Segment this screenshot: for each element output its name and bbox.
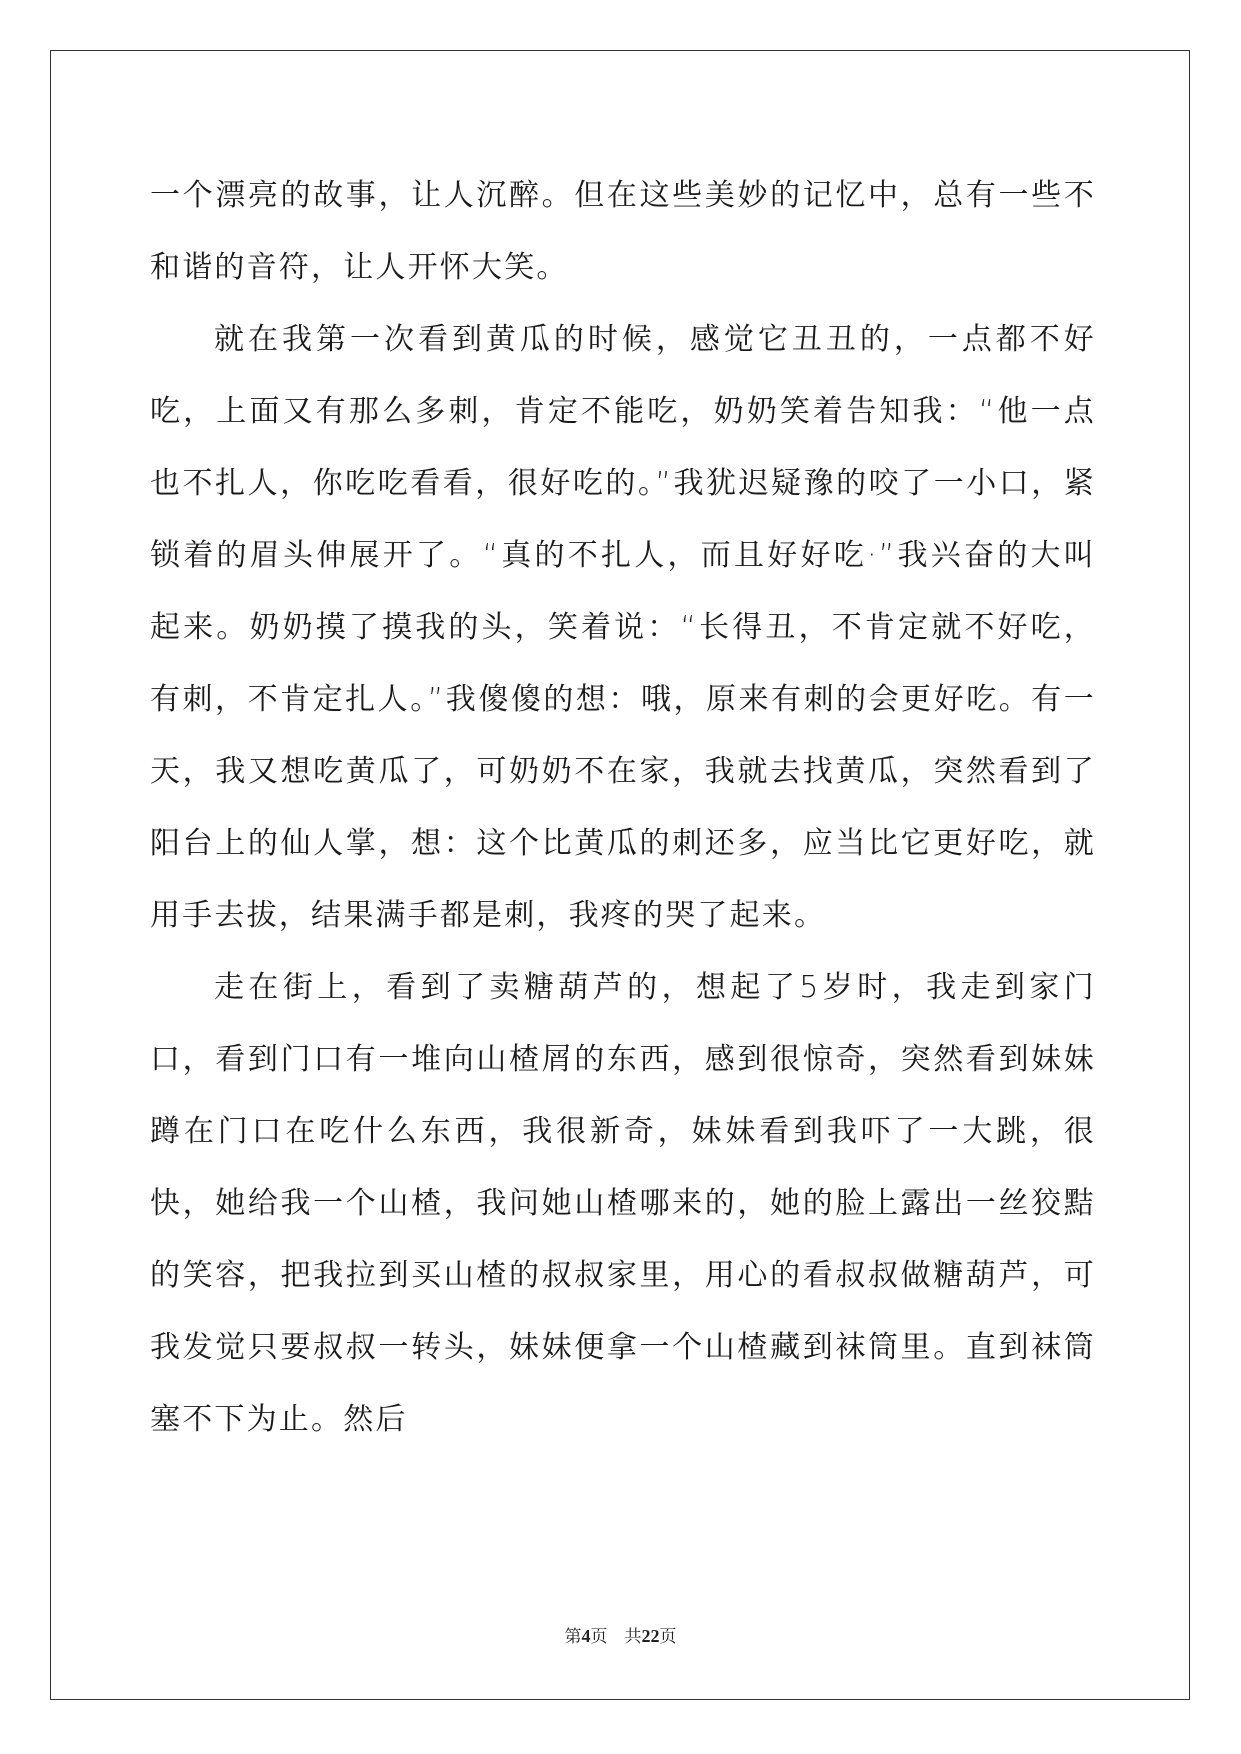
total-suffix: 页 (659, 1627, 677, 1646)
total-prefix: 共 (624, 1627, 642, 1646)
page-prefix: 第 (564, 1627, 582, 1646)
total-pages: 22 (641, 1626, 660, 1646)
paragraph-2: 就在我第一次看到黄瓜的时候，感觉它丑丑的，一点都不好吃，上面又有那么多刺，肯定不能吃，奶奶笑着告知我：“他一点也不扎人，你吃吃看看，很好吃的。”我犹迟疑豫的咬了一小口，紧锁着的眉头伸展开了。“真的不扎人，而且好好吃·”我兴奋的大叫起来。奶奶摸了摸我的头，笑着说：“长得丑，不肯定就不好吃，有刺，不肯定扎人。”我傻傻的想：哦，原来有刺的会更好吃。有一天，我又想吃黄瓜了，可奶奶不在家，我就去找黄瓜，突然看到了阳台上的仙人掌，想：这个比黄瓜的刺还多，应当比它更好吃，就用手去拔，结果满手都是刺，我疼的哭了起来。 (150, 322, 1096, 933)
page-footer (0, 1622, 1241, 1647)
paragraph-1: 一个漂亮的故事，让人沉醉。但在这些美妙的记忆中，总有一些不和谐的音符，让人开怀大笑。 (150, 178, 1096, 285)
page-number: 4 (581, 1626, 591, 1646)
page-suffix: 页 (590, 1627, 608, 1646)
paragraph-3: 走在街上，看到了卖糖葫芦的，想起了5岁时，我走到家门口，看到门口有一堆向山楂屑的东西，感到很惊奇，突然看到妹妹蹲在门口在吃什么东西，我很新奇，妹妹看到我吓了一大跳，很快，她给我一个山楂，我问她山楂哪来的，她的脸上露出一丝狡黠的笑容，把我拉到买山楂的叔叔家里，用心的看叔叔做糖葫芦，可我发觉只要叔叔一转头，妹妹便拿一个山楂藏到袜筒里。直到袜筒塞不下为止。然后 (150, 970, 1096, 1437)
document-body (150, 160, 1096, 1456)
